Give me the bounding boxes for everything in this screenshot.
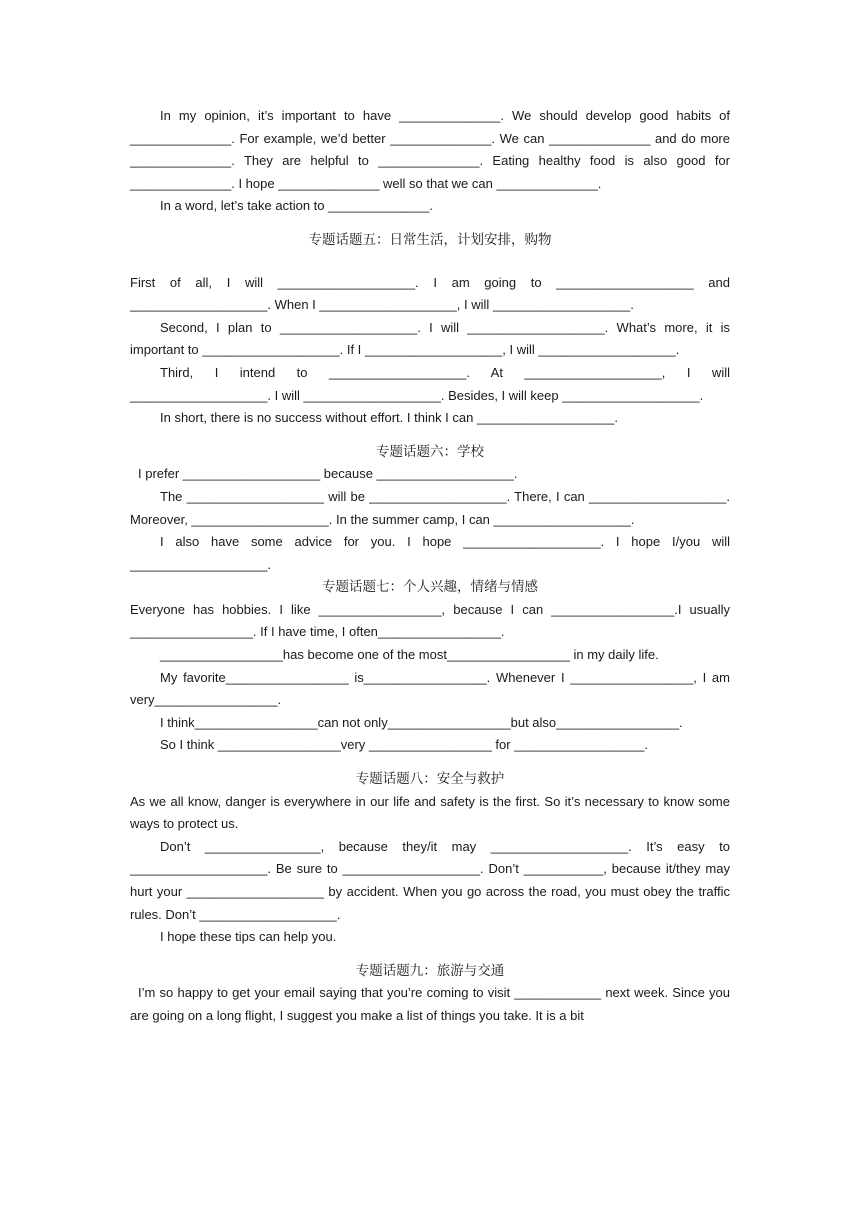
section6-paragraph-2: The ___________________ will be ___________________. There, I can ___________________. Moreover, ___________________. In the summer camp, I can ___________________. <box>130 488 730 527</box>
section6-paragraph-3: I also have some advice for you. I hope ___________________. I hope I/you will ___________________. <box>130 534 730 572</box>
section7-paragraph-4: I think_________________can not only_________________but also_________________. <box>160 714 683 730</box>
section7-paragraph-2: _________________has become one of the most_________________ in my daily life. <box>160 647 659 663</box>
section8-paragraph-3: I hope these tips can help you. <box>160 929 337 945</box>
section8-heading: 专题话题八：安全与救护 <box>355 771 505 788</box>
section7-paragraph-5: So I think _________________very _________________ for __________________. <box>160 737 648 753</box>
section7-paragraph-1: Everyone has hobbies. I like _________________, because I can _________________.I usually _________________. If I have time, I often_________________. <box>130 601 730 640</box>
section5-paragraph-3: Third, I intend to ___________________. At ___________________, I will ___________________. I will ___________________. Besides, I will keep ___________________. <box>130 364 730 403</box>
document-body <box>130 105 730 1028</box>
section6-paragraph-1: I prefer ___________________ because ___________________. <box>138 466 518 482</box>
section4-paragraph-1: In my opinion, it’s important to have ______________. We should develop good habits of ______________. For example, we’d better ______________. We can ______________ and do more ______________. They are helpful to ______________. Eating healthy food is also good for ______________. I hope ______________ well so that we can ______________. <box>130 108 730 191</box>
section7-paragraph-3: My favorite_________________ is_________________. Whenever I _________________, I am very_________________. <box>130 669 730 708</box>
section5-paragraph-4: In short, there is no success without effort. I think I can ___________________. <box>160 410 618 426</box>
section6-heading: 专题话题六：学校 <box>376 443 484 460</box>
section7-heading: 专题话题七：个人兴趣，情绪与情感 <box>322 579 538 596</box>
section5-paragraph-2: Second, I plan to ___________________. I will ___________________. What’s more, it is important to ___________________. If I ___________________, I will ___________________. <box>130 319 730 358</box>
section9-heading: 专题话题九：旅游与交通 <box>355 962 505 979</box>
section5-heading: 专题话题五：日常生活，计划安排，购物 <box>308 231 552 248</box>
section5-paragraph-1: First of all, I will ___________________. I am going to ___________________ and ___________________. When I ___________________, I will ___________________. <box>130 274 730 313</box>
section8-paragraph-2: Don’t ________________, because they/it may ___________________. It’s easy to ___________________. Be sure to ___________________. Don’t ___________, because it/they may hurt your ___________________ by accident. When you go across the road, you must obey the traffic rules. Don’t ___________________. <box>130 838 730 922</box>
section8-paragraph-1: As we all know, danger is everywhere in our life and safety is the first. So it’s necessary to know some ways to protect us. <box>130 793 730 832</box>
section9-paragraph-1: I’m so happy to get your email saying that you’re coming to visit ____________ next week. Since you are going on a long flight, I suggest you make a list of things you take. It is a bit <box>130 985 730 1023</box>
section4-paragraph-2: In a word, let’s take action to ______________. <box>160 198 433 214</box>
